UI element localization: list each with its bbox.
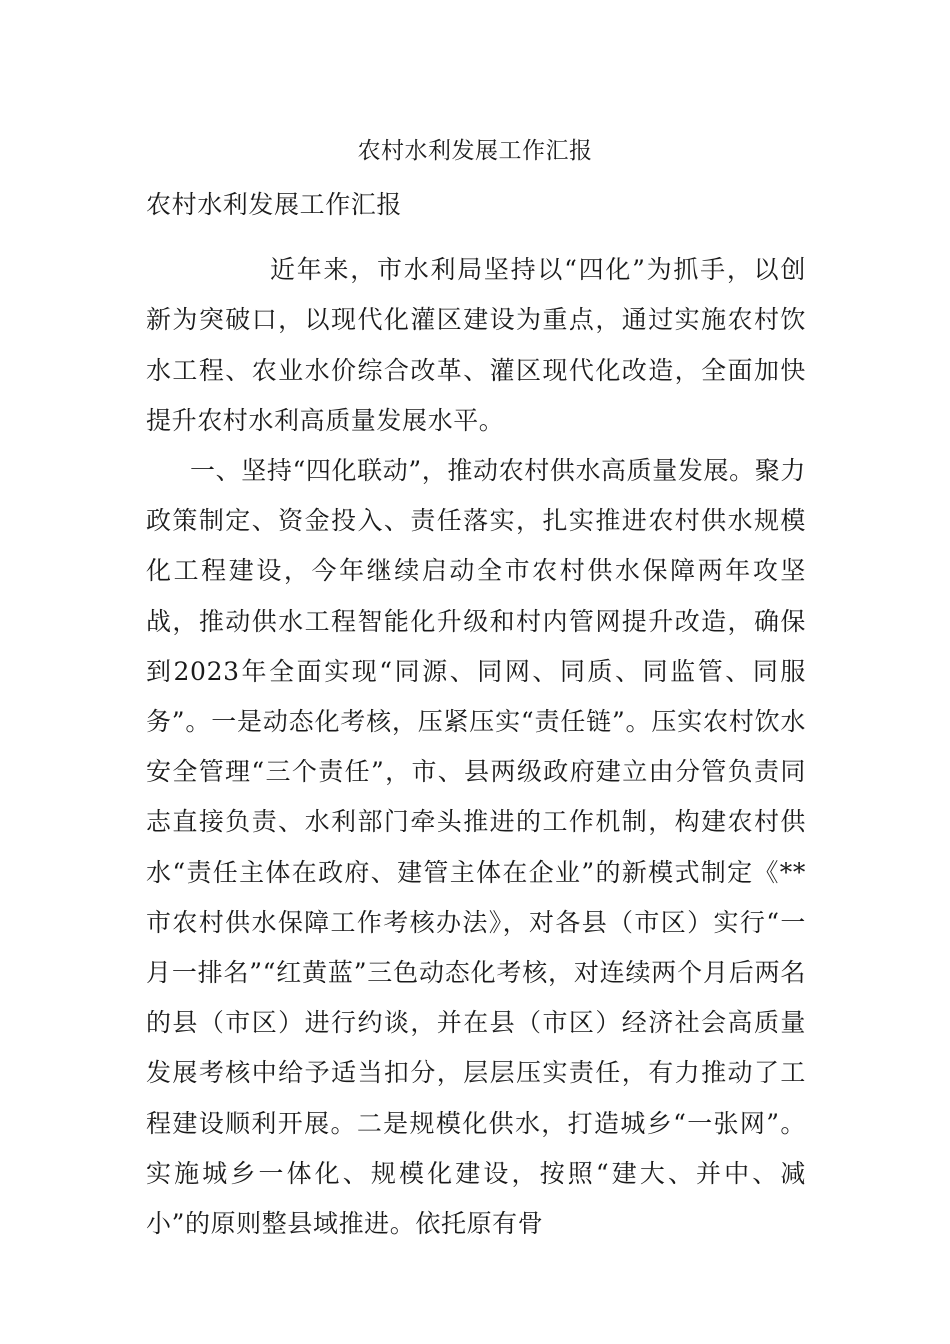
document-subtitle: 农村水利发展工作汇报 [146,190,403,219]
intro-paragraph: 近年来，市水利局坚持以“四化”为抓手，以创新为突破口，以现代化灌区建设为重点，通过实施农村饮水工程、农业水价综合改革、灌区现代化改造，全面加快提升农村水利高质量发展水平。 [146,255,806,435]
document-body [146,180,806,1249]
section-one-paragraph: 一、坚持“四化联动”，推动农村供水高质量发展。聚力政策制定、资金投入、责任落实，扎实推进农村供水规模化工程建设，今年继续启动全市农村供水保障两年攻坚战，推动供水工程智能化升级和村内管网提升改造，确保到2023年全面实现“同源、同网、同质、同监管、同服务”。一是动态化考核，压紧压实“责任链”。压实农村饮水安全管理“三个责任”，市、县两级政府建立由分管负责同志直接负责、水利部门牵头推进的工作机制，构建农村供水“责任主体在政府、建管主体在企业”的新模式制定《**市农村供水保障工作考核办法》，对各县（市区）实行“一月一排名”“红黄蓝”三色动态化考核，对连续两个月后两名的县（市区）进行约谈，并在县（市区）经济社会高质量发展考核中给予适当扣分，层层压实责任，有力推动了工程建设顺利开展。二是规模化供水，打造城乡“一张网”。实施城乡一体化、规模化建设，按照“建大、并中、减小”的原则整县域推进。依托原有骨 [146,456,806,1239]
document-title: 农村水利发展工作汇报 [357,138,593,164]
